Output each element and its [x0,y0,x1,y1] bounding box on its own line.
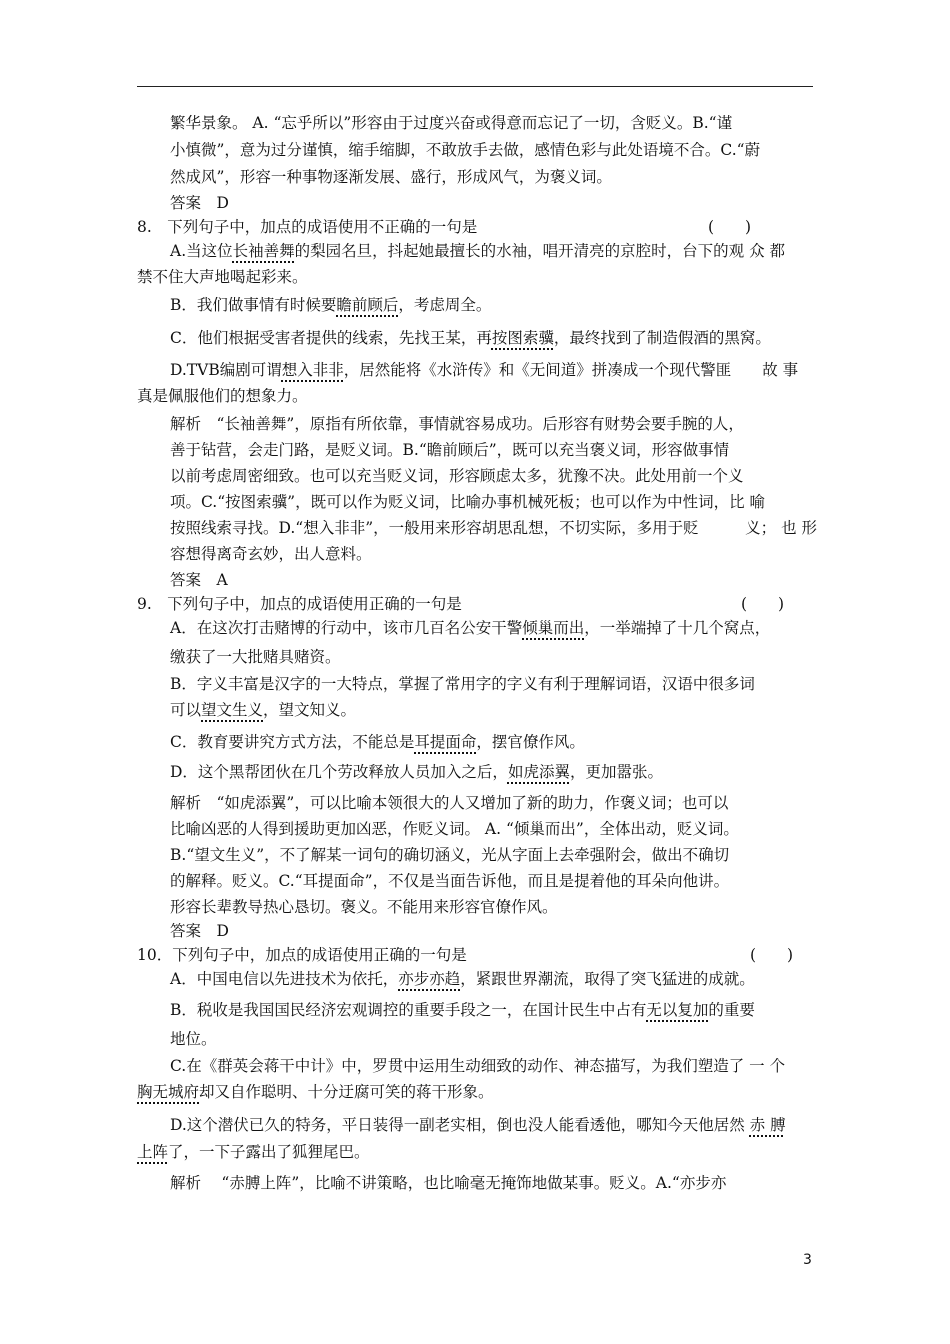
text-line [170,1056,785,1076]
text-run: C．教育要讲究方式方法，不能总是 [170,733,415,751]
text-run: A．中国电信以先进技术为依托， [170,970,399,988]
text-line [170,647,341,667]
text-run: D．这个黑帮团伙在几个劳改释放人员加入之后， [170,763,508,781]
text-line [170,819,739,839]
dotted-idiom: 望文生义 [201,701,264,719]
text-run: 的梨园名旦，抖起她最擅长的水袖，唱开清亮的京腔时，台下的观 众 都 [294,242,785,260]
text-line [137,594,462,614]
text-line [170,241,785,261]
text-line [170,295,491,315]
text-line [170,414,744,434]
text-run: B.“望文生义”，不了解某一词句的确切涵义，光从字面上去牵强附会，做出不确切 [170,846,730,864]
text-line [170,845,729,865]
text-line [137,945,467,965]
text-line [137,267,308,287]
text-run: 却又自作聪明、十分迂腐可笑的蒋干形象。 [199,1083,494,1101]
text-line [170,1000,755,1020]
text-run: 解析 “如虎添翼”，可以比喻本领很大的人又增加了新的助力，作褒义词；也可以 [170,794,729,812]
text-line [170,793,728,813]
text-run: 以前考虑周密细致。也可以充当贬义词，形容顾虑太多，犹豫不决。此处用前一个义 [170,467,744,485]
text-run: 9. 下列句子中，加点的成语使用正确的一句是 [137,595,462,613]
text-run: ，望文知义。 [263,701,357,719]
text-run: 真是佩服他们的想象力。 [137,387,308,405]
text-run: 形容长辈教导热心恳切。褒义。不能用来形容官僚作风。 [170,898,558,916]
text-run: D.这个潜伏已久的特务，平日装得一副老实相，倒也没人能看透他，哪知今天他居然 [170,1116,750,1134]
text-line [137,386,308,406]
text-line [170,871,729,891]
text-line [137,217,477,237]
text-run: 答案 A [170,571,228,589]
dotted-idiom: 亦步亦趋 [398,970,461,988]
text-line [170,492,765,512]
text-line [170,700,356,720]
text-line [170,113,732,133]
dotted-idiom: 无以复加 [646,1001,709,1019]
dotted-idiom: 如虎添翼 [507,763,570,781]
text-line [170,921,229,941]
dotted-idiom: 按图索骥 [491,329,554,347]
text-line [137,1082,494,1102]
text-run: 答案 D [170,922,229,940]
text-line [170,193,229,213]
dotted-idiom: 耳提面命 [414,733,477,751]
text-run: 解析 “长袖善舞”，原指有所依靠，事情就容易成功。后形容有财势会要手腕的人， [170,415,744,433]
text-run: ，居然能将《水浒传》和《无间道》拼凑成一个现代警匪 故 事 [343,361,799,379]
text-run: A.当这位 [170,242,233,260]
text-run: C．他们根据受害者提供的线索，先找王某，再 [170,329,492,347]
answer-bracket: ( ) [741,595,785,613]
text-run: 容想得离奇玄妙，出人意料。 [170,545,372,563]
text-run: B．税收是我国国民经济宏观调控的重要手段之一，在国计民生中占有 [170,1001,647,1019]
text-run: 小慎微”，意为过分谨慎，缩手缩脚，不敢放手去做，感情色彩与此处语境不合。C.“蔚 [170,141,761,159]
dotted-idiom: 胸无城府 [137,1083,200,1101]
text-run: ，更加嚣张。 [569,763,663,781]
text-run: 缴获了一大批赌具赌资。 [170,648,341,666]
text-run: 8. 下列句子中，加点的成语使用不正确的一句是 [137,218,478,236]
text-run: 了，一下子露出了狐狸尾巴。 [168,1143,370,1161]
page-number: 3 [803,1252,812,1268]
text-run: ，紧跟世界潮流，取得了突飞猛进的成就。 [460,970,755,988]
answer-bracket: ( ) [708,218,752,236]
text-run: 可以 [170,701,202,719]
text-run: ，考虑周全。 [398,296,492,314]
text-run: 然成风”，形容一种事物逐渐发展、盛行，形成风气，为褒义词。 [170,168,612,186]
text-run: 按照线索寻找。D.“想入非非”，一般用来形容胡思乱想，不切实际，多用于贬 义； 也 形 [170,519,818,537]
text-line [170,969,755,989]
text-run: D.TVB编剧可谓 [170,361,282,379]
text-run: B．字义丰富是汉字的一大特点，掌握了常用字的字义有利于理解词语，汉语中很多词 [170,675,755,693]
dotted-idiom: 想入非非 [281,361,344,379]
text-line [170,167,612,187]
dotted-idiom: 倾巢而出 [522,619,585,637]
text-line [170,570,228,590]
text-line [170,1173,726,1193]
text-run: 繁华景象。 A. “忘乎所以”形容由于过度兴奋或得意而忘记了一切，含贬义。B.“谨 [170,114,733,132]
text-line [170,140,760,160]
text-run: 地位。 [170,1030,217,1048]
dotted-idiom: 长袖善舞 [232,242,295,260]
text-line [170,1029,217,1049]
text-line [170,328,771,348]
text-line [170,732,585,752]
text-run: C.在《群英会蒋干中计》中，罗贯中运用生动细致的动作、神态描写，为我们塑造了 一 个 [170,1057,786,1075]
text-run: A．在这次打击赌博的行动中，该市几百名公安干警 [170,619,523,637]
text-line [170,544,372,564]
text-line [170,518,817,538]
answer-bracket: ( ) [750,946,794,964]
text-run: 善于钻营，会走门路，是贬义词。B.“瞻前顾后”，既可以充当褒义词，形容做事情 [170,441,730,459]
text-line [170,618,770,638]
text-line [170,360,798,380]
text-run: 解析 “赤膊上阵”，比喻不讲策略，也比喻毫无掩饰地做某事。贬义。A.“亦步亦 [170,1174,727,1192]
text-line [170,440,729,460]
text-run: ，摆官僚作风。 [476,733,585,751]
text-line [170,466,744,486]
text-run: 答案 D [170,194,229,212]
text-run: 禁不住大声地喝起彩来。 [137,268,308,286]
dotted-idiom: 赤 膊 [749,1116,786,1134]
header-rule [137,86,813,87]
text-run: 项。C.“按图索骥”，既可以作为贬义词，比喻办事机械死板；也可以作为中性词，比 喻 [170,493,766,511]
text-run: B．我们做事情有时候要 [170,296,337,314]
text-run: ，最终找到了制造假酒的黑窝。 [553,329,771,347]
text-run: ，一举端掉了十几个窝点， [584,619,771,637]
text-run: 的重要 [708,1001,755,1019]
text-line [170,674,755,694]
dotted-idiom: 上阵 [137,1143,169,1161]
text-run: 比喻凶恶的人得到援助更加凶恶，作贬义词。 A. “倾巢而出”，全体出动，贬义词。 [170,820,739,838]
text-line [170,897,558,917]
text-run: 的解释。贬义。C.“耳提面命”，不仅是当面告诉他，而且是提着他的耳朵向他讲。 [170,872,730,890]
text-line [170,762,663,782]
text-line [137,1142,370,1162]
text-line [170,1115,786,1135]
dotted-idiom: 瞻前顾后 [336,296,399,314]
text-run: 10．下列句子中，加点的成语使用正确的一句是 [137,946,467,964]
